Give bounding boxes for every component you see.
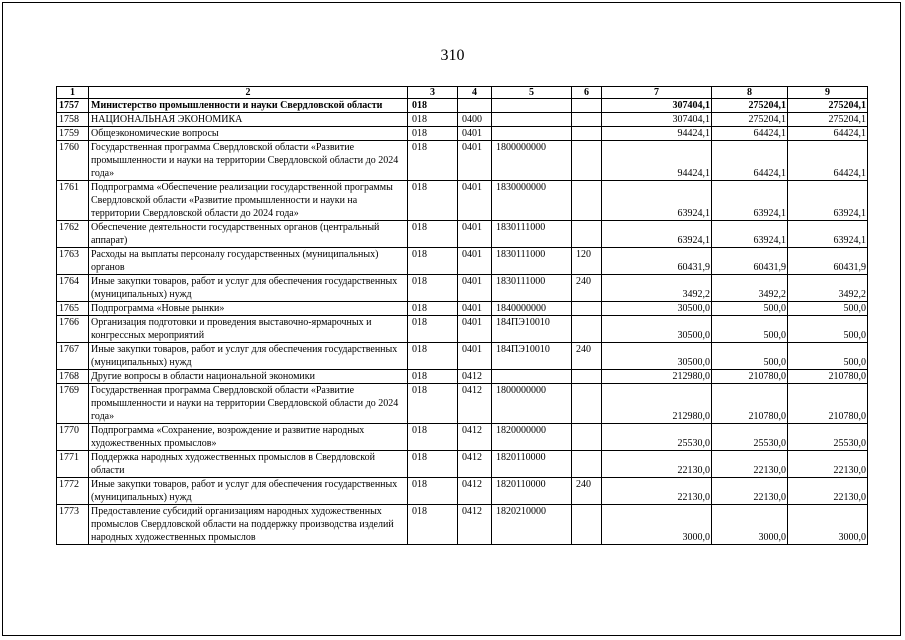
cell-c6	[572, 505, 602, 545]
cell-name: Министерство промышленности и науки Свердловской области	[89, 99, 408, 113]
cell-c8: 210780,0	[712, 370, 788, 384]
cell-c4: 0412	[458, 451, 492, 478]
cell-c6	[572, 384, 602, 424]
col-header: 7	[602, 87, 712, 99]
cell-c7: 60431,9	[602, 248, 712, 275]
cell-c3: 018	[408, 302, 458, 316]
cell-c6: 240	[572, 478, 602, 505]
cell-c3: 018	[408, 343, 458, 370]
cell-name: Подпрограмма «Обеспечение реализации государственной программы Свердловской области «Развитие промышленности и науки на территории Свердловской области до 2024 года»	[89, 181, 408, 221]
cell-name: Иные закупки товаров, работ и услуг для обеспечения государственных (муниципальных) нужд	[89, 275, 408, 302]
cell-n: 1773	[57, 505, 89, 545]
cell-n: 1768	[57, 370, 89, 384]
cell-c5: 1820110000	[492, 451, 572, 478]
cell-c7: 212980,0	[602, 384, 712, 424]
cell-n: 1757	[57, 99, 89, 113]
cell-n: 1762	[57, 221, 89, 248]
cell-c8: 25530,0	[712, 424, 788, 451]
cell-c7: 212980,0	[602, 370, 712, 384]
cell-name: Общеэкономические вопросы	[89, 127, 408, 141]
table-row	[57, 127, 868, 141]
cell-c4: 0412	[458, 370, 492, 384]
table-row	[57, 424, 868, 451]
col-header: 8	[712, 87, 788, 99]
cell-c7: 30500,0	[602, 302, 712, 316]
cell-c9: 63924,1	[788, 181, 868, 221]
cell-c4: 0412	[458, 505, 492, 545]
cell-c5: 1830000000	[492, 181, 572, 221]
cell-c3: 018	[408, 424, 458, 451]
cell-c5: 1800000000	[492, 384, 572, 424]
cell-c8: 3000,0	[712, 505, 788, 545]
cell-c6	[572, 424, 602, 451]
cell-c5	[492, 127, 572, 141]
cell-c8: 60431,9	[712, 248, 788, 275]
table-row	[57, 181, 868, 221]
table-row	[57, 384, 868, 424]
table-row	[57, 302, 868, 316]
cell-c9: 63924,1	[788, 221, 868, 248]
cell-c8: 3492,2	[712, 275, 788, 302]
cell-c3: 018	[408, 384, 458, 424]
cell-c6: 240	[572, 343, 602, 370]
cell-c5	[492, 113, 572, 127]
cell-n: 1766	[57, 316, 89, 343]
cell-c4: 0401	[458, 343, 492, 370]
col-header: 1	[57, 87, 89, 99]
cell-c9: 3000,0	[788, 505, 868, 545]
cell-c6	[572, 99, 602, 113]
cell-name: Государственная программа Свердловской области «Развитие промышленности и науки на территории Свердловской области до 2024 года»	[89, 141, 408, 181]
cell-c9: 500,0	[788, 302, 868, 316]
cell-c4: 0401	[458, 248, 492, 275]
cell-c9: 64424,1	[788, 127, 868, 141]
cell-c3: 018	[408, 181, 458, 221]
cell-c3: 018	[408, 370, 458, 384]
cell-c8: 64424,1	[712, 141, 788, 181]
table-row	[57, 275, 868, 302]
cell-c3: 018	[408, 451, 458, 478]
cell-c9: 500,0	[788, 316, 868, 343]
cell-c4: 0401	[458, 127, 492, 141]
cell-c6	[572, 113, 602, 127]
cell-c7: 3000,0	[602, 505, 712, 545]
cell-c3: 018	[408, 275, 458, 302]
cell-c3: 018	[408, 478, 458, 505]
cell-n: 1767	[57, 343, 89, 370]
cell-name: Подпрограмма «Сохранение, возрождение и развитие народных художественных промыслов»	[89, 424, 408, 451]
cell-name: Расходы на выплаты персоналу государственных (муниципальных) органов	[89, 248, 408, 275]
cell-c8: 63924,1	[712, 181, 788, 221]
table-row	[57, 505, 868, 545]
cell-c8: 500,0	[712, 343, 788, 370]
cell-c7: 22130,0	[602, 451, 712, 478]
cell-c4: 0401	[458, 221, 492, 248]
cell-name: Организация подготовки и проведения выставочно-ярмарочных и конгрессных мероприятий	[89, 316, 408, 343]
header-row	[57, 87, 868, 99]
cell-name: Обеспечение деятельности государственных органов (центральный аппарат)	[89, 221, 408, 248]
cell-c7: 63924,1	[602, 181, 712, 221]
cell-c8: 500,0	[712, 302, 788, 316]
cell-c5	[492, 370, 572, 384]
table-row	[57, 248, 868, 275]
cell-c9: 22130,0	[788, 451, 868, 478]
table-row	[57, 99, 868, 113]
cell-c3: 018	[408, 113, 458, 127]
cell-c5	[492, 99, 572, 113]
cell-c6	[572, 451, 602, 478]
cell-c8: 500,0	[712, 316, 788, 343]
cell-c4: 0412	[458, 424, 492, 451]
cell-c4: 0412	[458, 384, 492, 424]
cell-c4: 0401	[458, 316, 492, 343]
cell-c6	[572, 302, 602, 316]
cell-n: 1771	[57, 451, 89, 478]
cell-n: 1759	[57, 127, 89, 141]
cell-c9: 25530,0	[788, 424, 868, 451]
table-row	[57, 316, 868, 343]
cell-c6	[572, 370, 602, 384]
cell-c6	[572, 141, 602, 181]
cell-c3: 018	[408, 248, 458, 275]
cell-c3: 018	[408, 221, 458, 248]
cell-c3: 018	[408, 141, 458, 181]
cell-c7: 30500,0	[602, 316, 712, 343]
cell-n: 1772	[57, 478, 89, 505]
cell-c9: 210780,0	[788, 370, 868, 384]
cell-c9: 22130,0	[788, 478, 868, 505]
cell-c3: 018	[408, 127, 458, 141]
table-row	[57, 221, 868, 248]
cell-n: 1765	[57, 302, 89, 316]
cell-name: Предоставление субсидий организациям народных художественных промыслов Свердловской области на поддержку производства изделий народных художественных промыслов	[89, 505, 408, 545]
cell-c8: 275204,1	[712, 113, 788, 127]
cell-name: Поддержка народных художественных промыслов в Свердловской области	[89, 451, 408, 478]
cell-c8: 210780,0	[712, 384, 788, 424]
cell-n: 1764	[57, 275, 89, 302]
cell-n: 1770	[57, 424, 89, 451]
cell-c5: 1820000000	[492, 424, 572, 451]
cell-c8: 275204,1	[712, 99, 788, 113]
cell-c7: 94424,1	[602, 141, 712, 181]
cell-c6	[572, 221, 602, 248]
cell-c6	[572, 316, 602, 343]
cell-c3: 018	[408, 505, 458, 545]
cell-c4: 0401	[458, 302, 492, 316]
page-number: 310	[440, 47, 465, 64]
table-row	[57, 451, 868, 478]
col-header: 9	[788, 87, 868, 99]
cell-c7: 63924,1	[602, 221, 712, 248]
cell-c3: 018	[408, 316, 458, 343]
table-row	[57, 113, 868, 127]
cell-c4	[458, 99, 492, 113]
cell-n: 1760	[57, 141, 89, 181]
table-row	[57, 478, 868, 505]
cell-c8: 22130,0	[712, 451, 788, 478]
cell-c9: 275204,1	[788, 99, 868, 113]
cell-c3: 018	[408, 99, 458, 113]
cell-c9: 500,0	[788, 343, 868, 370]
budget-table	[56, 86, 868, 545]
col-header: 2	[89, 87, 408, 99]
cell-c9: 3492,2	[788, 275, 868, 302]
cell-c5: 184ПЭ10010	[492, 316, 572, 343]
cell-c7: 307404,1	[602, 99, 712, 113]
cell-c8: 64424,1	[712, 127, 788, 141]
table-row	[57, 141, 868, 181]
cell-c7: 30500,0	[602, 343, 712, 370]
cell-c6: 240	[572, 275, 602, 302]
cell-name: Другие вопросы в области национальной экономики	[89, 370, 408, 384]
cell-c5: 1830111000	[492, 221, 572, 248]
cell-c4: 0401	[458, 181, 492, 221]
cell-c5: 1840000000	[492, 302, 572, 316]
cell-c5: 1820110000	[492, 478, 572, 505]
cell-c6	[572, 181, 602, 221]
cell-c9: 60431,9	[788, 248, 868, 275]
table-row	[57, 343, 868, 370]
cell-c5: 1830111000	[492, 248, 572, 275]
cell-c5: 1830111000	[492, 275, 572, 302]
cell-c7: 22130,0	[602, 478, 712, 505]
cell-c7: 307404,1	[602, 113, 712, 127]
cell-n: 1763	[57, 248, 89, 275]
cell-c8: 22130,0	[712, 478, 788, 505]
cell-name: Иные закупки товаров, работ и услуг для обеспечения государственных (муниципальных) нужд	[89, 343, 408, 370]
cell-c7: 25530,0	[602, 424, 712, 451]
cell-c8: 63924,1	[712, 221, 788, 248]
cell-c5: 184ПЭ10010	[492, 343, 572, 370]
col-header: 6	[572, 87, 602, 99]
col-header: 3	[408, 87, 458, 99]
col-header: 5	[492, 87, 572, 99]
cell-name: НАЦИОНАЛЬНАЯ ЭКОНОМИКА	[89, 113, 408, 127]
cell-c5: 1820210000	[492, 505, 572, 545]
table-row	[57, 370, 868, 384]
cell-name: Подпрограмма «Новые рынки»	[89, 302, 408, 316]
cell-c9: 210780,0	[788, 384, 868, 424]
cell-c4: 0412	[458, 478, 492, 505]
col-header: 4	[458, 87, 492, 99]
cell-n: 1758	[57, 113, 89, 127]
cell-name: Иные закупки товаров, работ и услуг для обеспечения государственных (муниципальных) нужд	[89, 478, 408, 505]
cell-n: 1769	[57, 384, 89, 424]
cell-c9: 275204,1	[788, 113, 868, 127]
cell-c4: 0401	[458, 141, 492, 181]
cell-n: 1761	[57, 181, 89, 221]
cell-c4: 0400	[458, 113, 492, 127]
cell-c6	[572, 127, 602, 141]
cell-c7: 94424,1	[602, 127, 712, 141]
cell-name: Государственная программа Свердловской области «Развитие промышленности и науки на территории Свердловской области до 2024 года»	[89, 384, 408, 424]
cell-c4: 0401	[458, 275, 492, 302]
cell-c7: 3492,2	[602, 275, 712, 302]
cell-c9: 64424,1	[788, 141, 868, 181]
cell-c5: 1800000000	[492, 141, 572, 181]
table-body	[57, 99, 868, 545]
cell-c6: 120	[572, 248, 602, 275]
